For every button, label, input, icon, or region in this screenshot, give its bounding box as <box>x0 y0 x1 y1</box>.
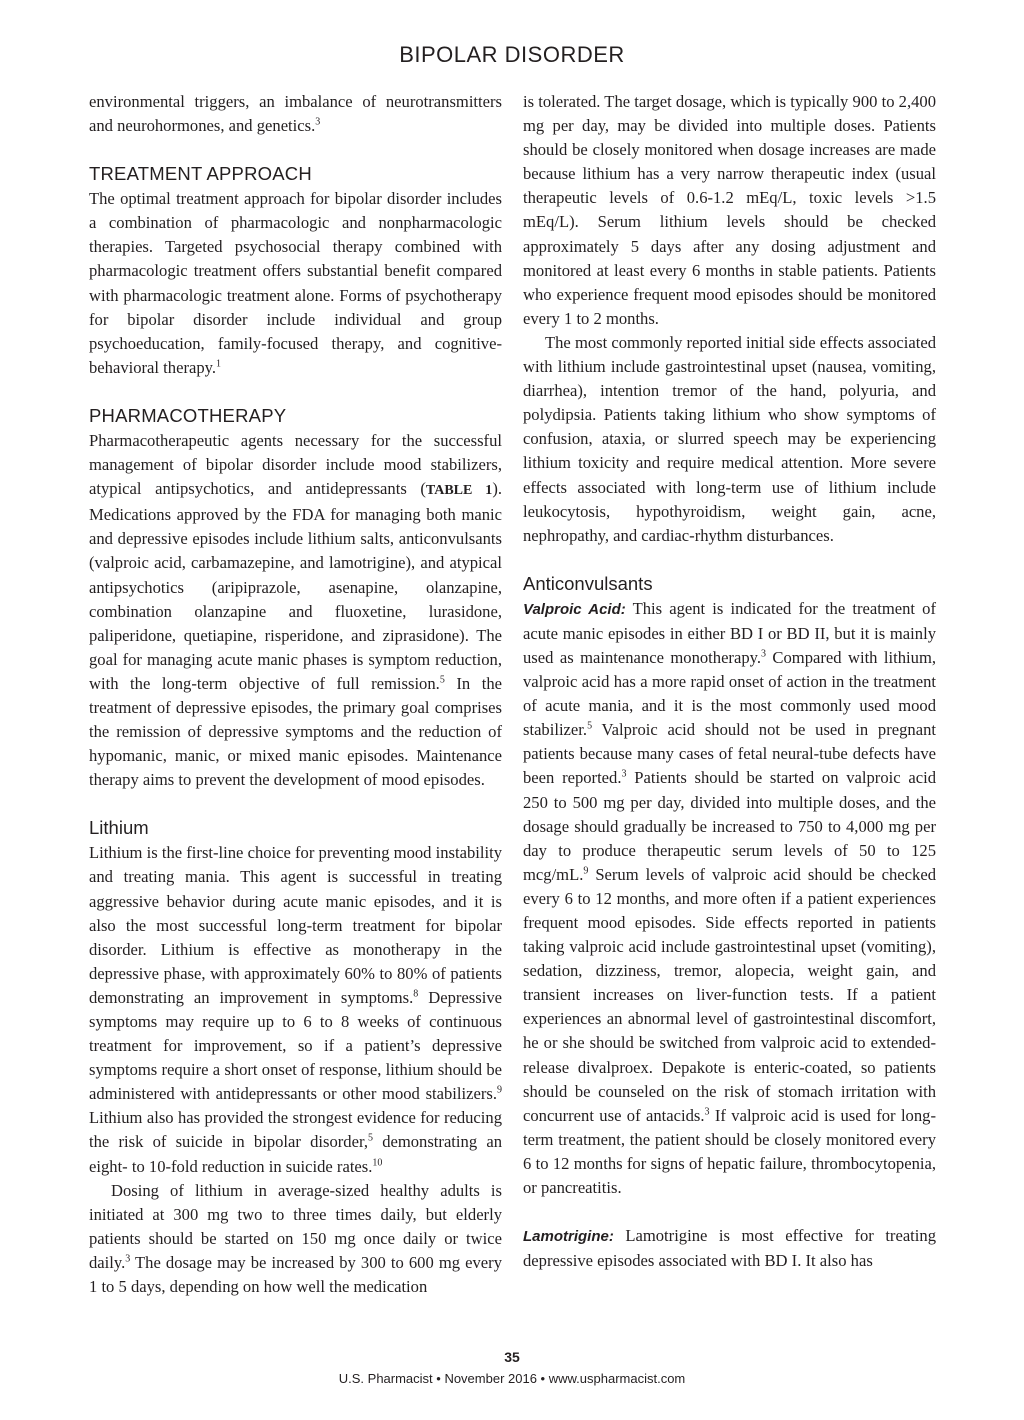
heading-lithium: Lithium <box>89 817 149 839</box>
heading-treatment-approach: TREATMENT APPROACH <box>89 163 312 185</box>
page-number: 35 <box>504 1349 520 1365</box>
footer-publication-line: U.S. Pharmacist • November 2016 • www.uspharmacist.com <box>338 1371 686 1386</box>
reference-superscript: 5 <box>439 674 445 686</box>
heading-pharmacotherapy: PHARMACOTHERAPY <box>89 404 287 426</box>
reference-superscript: 9 <box>497 1084 502 1096</box>
reference-superscript: 10 <box>372 1157 383 1169</box>
paragraph-treatment: The optimal treatment approach for bipolar disorder includes a combination of pharmacologic and nonpharmacologic therapies. Targeted psychosocial therapy combined with pharmacologic treatment offers substantial benefit compared with pharmacologic treatment alone. Forms of psychotherapy for bipolar disorder include individual and group psychoeducation, family-focused therapy, and cognitive-behavioral therapy.$^1$ <box>89 189 502 377</box>
paragraph-lithium-monitoring: is tolerated. The target dosage, which is typically 900 to 2,400 mg per day, may be divided into multiple doses. Patients should be closely monitored when dosage increases are made because lithium has a very narrow therapeutic index (usual therapeutic levels of 0.6-1.2 mEq/L, toxic levels >1.5 mEq/L). Serum lithium levels should be checked approximately 5 days after any dosing adjustment and monitored at least every 6 months in stable patients. Patients who experience frequent mood episodes should be monitored every 1 to 2 months. <box>523 92 936 328</box>
paragraph-spacer <box>523 1200 936 1224</box>
left-column <box>89 90 502 1299</box>
reference-superscript: 3 <box>704 1106 710 1118</box>
reference-superscript: 1 <box>216 358 222 370</box>
reference-superscript: 3 <box>761 648 766 660</box>
heading-anticonvulsants: Anticonvulsants <box>523 572 653 594</box>
reference-superscript: 3 <box>315 116 321 128</box>
reference-superscript: 8 <box>413 988 419 1000</box>
paragraph-lithium-side-effects: The most commonly reported initial side effects associated with lithium include gastrointestinal upset (nausea, vomiting, diarrhea), intention tremor of the hand, polyuria, and polydipsia. Patients taking lithium who show symptoms of confusion, ataxia, or slurred speech may be experiencing lithium toxicity and require medical attention. More severe effects associated with long-term use of lithium include leukocytosis, hypothyroidism, weight gain, acne, nephropathy, and cardiac-rhythm disturbances. <box>523 332 936 545</box>
paragraph-pharmacotherapy: Pharmacotherapeutic agents necessary for the successful management of bipolar disorder include mood stabilizers, atypical antipsychotics, and antidepressants (TABLE 1). Medications approved by the FDA for managing both manic and depressive episodes include lithium salts, anticonvulsants (valproic acid, carbamazepine, and lamotrigine), and atypical antipsychotics (aripiprazole, asenapine, olanzapine, combination olanzapine and fluoxetine, lurasidone, paliperidone, quetiapine, risperidone, and ziprasidone). The goal for managing acute manic phases is symptom reduction, with the long-term objective of full remission.$^5$ In the treatment of depressive episodes, the primary goal comprises the remission of depressive symptoms and the reduction of hypomanic, manic, or mixed manic episodes. Maintenance therapy aims to prevent the development of mood episodes. <box>89 430 502 790</box>
table-reference-link[interactable]: TABLE 1 <box>425 483 493 499</box>
reference-superscript: 3 <box>621 768 627 780</box>
reference-superscript: 5 <box>587 720 593 732</box>
reference-superscript: 3 <box>125 1253 131 1265</box>
subheading-lamotrigine: Lamotrigine: <box>523 1228 614 1246</box>
subheading-valproic-acid: Valproic Acid: <box>523 600 626 618</box>
paragraph-intro-continued: environmental triggers, an imbalance of neurotransmitters and neurohormones, and genetics.$^3$ <box>89 92 502 136</box>
reference-superscript: 9 <box>583 865 589 877</box>
paragraph-lamotrigine: Lamotrigine: Lamotrigine is most effective for treating depressive episodes associated with BD I. It also has <box>523 1226 936 1271</box>
reference-superscript: 5 <box>367 1132 373 1144</box>
paragraph-valproic-acid: Valproic Acid: This agent is indicated for the treatment of acute manic episodes in either BD I or BD II, but it is mainly used as maintenance monotherapy.$^3$ Compared with lithium, valproic acid has a more rapid onset of action in the treatment of acute mania, and it is the most commonly used mood stabilizer.$^5$ Valproic acid should not be used in pregnant patients because many cases of fetal neural-tube defects have been reported.$^3$ Patients should be started on valproic acid 250 to 500 mg per day, divided into multiple doses, and the dosage should gradually be increased to 750 to 4,000 mg per day to produce therapeutic serum levels of 50 to 125 mcg/mL.$^9$ Serum levels of valproic acid should be checked every 6 to 12 months, and more often if a patient experiences frequent mood episodes. Side effects reported in patients taking valproic acid include gastrointestinal upset (vomiting), sedation, dizziness, tremor, alopecia, weight gain, and transient increases on liver-function tests. If a patient experiences an abnormal level of gastrointestinal discomfort, he or she should be switched from valproic acid to extended-release divalproex. Depakote is enteric-coated, so patients should be counseled on the risk of stomach irritation with concurrent use of antacids.$^3$ If valproic acid is used for long-term treatment, the patient should be closely monitored every 6 to 12 months for signs of hepatic failure, thrombocytopenia, or pancreatitis. <box>523 598 936 1198</box>
right-column <box>523 90 936 1273</box>
paragraph-lithium-1: Lithium is the first-line choice for preventing mood instability and treating mania. This agent is successful in treating aggressive behavior during acute manic episodes, and it is also the most successful long-term treatment for bipolar disorder. Lithium is effective as monotherapy in the depressive phase, with approximately 60% to 80% of patients demonstrating an improvement in symptoms.$^8$ Depressive symptoms may require up to 6 to 8 weeks of continuous treatment for improvement, so if a patient’s depressive symptoms require a short onset of response, lithium should be administered with antidepressants or other mood stabilizers.$^9$ Lithium also has provided the strongest evidence for reducing the risk of suicide in bipolar disorder,$^5$ demonstrating an eight- to 10-fold reduction in suicide rates.$^{10}$ <box>89 843 502 1176</box>
running-header: BIPOLAR DISORDER <box>399 42 625 67</box>
paragraph-lithium-dosing: Dosing of lithium in average-sized healthy adults is initiated at 300 mg two to three times daily, but elderly patients should be started on 150 mg once daily or twice daily.$^3$ The dosage may be increased by 300 to 600 mg every 1 to 5 days, depending on how well the medication <box>89 1180 502 1297</box>
